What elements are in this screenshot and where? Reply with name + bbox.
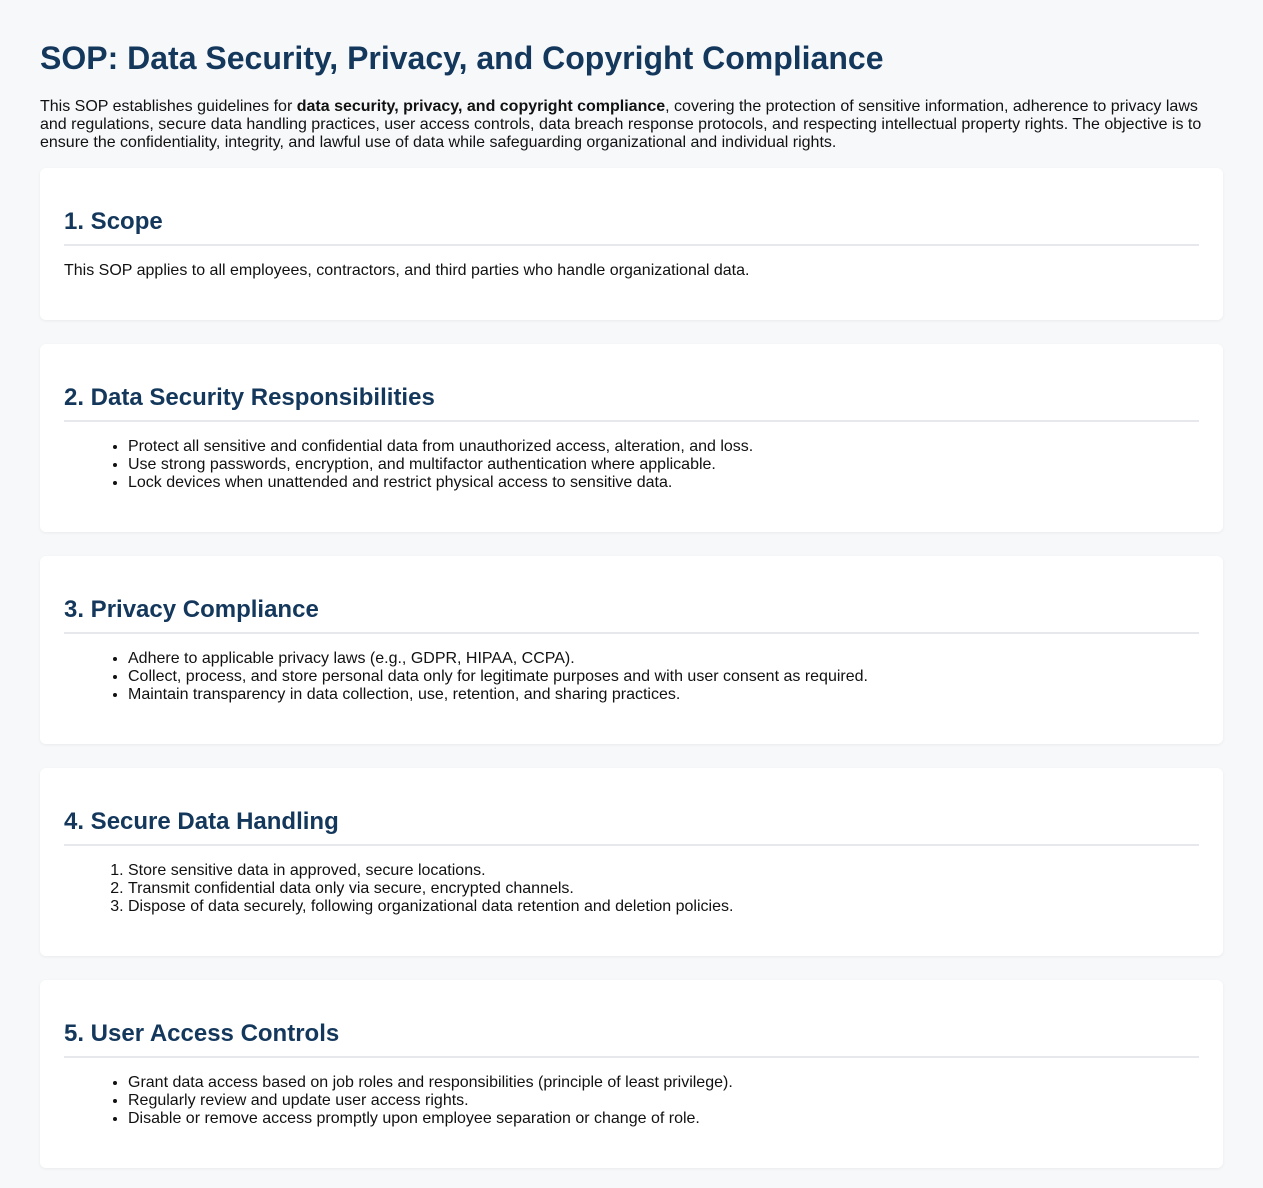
- bullet-list: [64, 438, 1199, 492]
- section-privacy-compliance: [40, 556, 1223, 744]
- bullet-list: [64, 1074, 1199, 1128]
- section-secure-data-handling: [40, 768, 1223, 956]
- list-item: • Maintain transparency in data collection, use, retention, and sharing practices.: [128, 686, 1199, 704]
- section-heading: 3. Privacy Compliance: [64, 596, 1199, 634]
- numbered-list: [64, 862, 1199, 916]
- list-item: • Protect all sensitive and confidential data from unauthorized access, alteration, and loss.: [128, 438, 1199, 456]
- intro-suffix: , covering the protection of sensitive information, adherence to privacy laws and regulations, secure data handling practices, user access controls, data breach response protocols, and respecting intellectual property rights. The objective is to ensure the confidentiality, integrity, and lawful use of data while safeguarding organizational and individual rights.: [40, 98, 1202, 151]
- section-data-security-responsibilities: [40, 344, 1223, 532]
- list-item: 2. Transmit confidential data only via secure, encrypted channels.: [128, 880, 1199, 898]
- list-item: • Use strong passwords, encryption, and multifactor authentication where applicable.: [128, 456, 1199, 474]
- list-item: • Collect, process, and store personal data only for legitimate purposes and with user consent as required.: [128, 668, 1199, 686]
- section-heading: 5. User Access Controls: [64, 1020, 1199, 1058]
- section-user-access-controls: [40, 980, 1223, 1168]
- list-item: • Lock devices when unattended and restrict physical access to sensitive data.: [128, 474, 1199, 492]
- section-heading: 2. Data Security Responsibilities: [64, 384, 1199, 422]
- section-text: This SOP applies to all employees, contractors, and third parties who handle organizational data.: [64, 262, 750, 279]
- intro-prefix: This SOP establishes guidelines for: [40, 98, 297, 115]
- section-heading: 4. Secure Data Handling: [64, 808, 1199, 846]
- list-item: 1. Store sensitive data in approved, secure locations.: [128, 862, 1199, 880]
- section-heading: 1. Scope: [64, 208, 1199, 246]
- bullet-list: [64, 650, 1199, 704]
- section-scope: [40, 168, 1223, 320]
- intro-bold: data security, privacy, and copyright compliance: [296, 98, 666, 115]
- list-item: 3. Dispose of data securely, following organizational data retention and deletion policies.: [128, 898, 1199, 916]
- intro-paragraph: [40, 98, 1223, 152]
- list-item: • Disable or remove access promptly upon employee separation or change of role.: [128, 1110, 1199, 1128]
- list-item: • Regularly review and update user access rights.: [128, 1092, 1199, 1110]
- list-item: • Grant data access based on job roles and responsibilities (principle of least privilege).: [128, 1074, 1199, 1092]
- page-title: SOP: Data Security, Privacy, and Copyright Compliance: [40, 40, 884, 76]
- list-item: • Adhere to applicable privacy laws (e.g., GDPR, HIPAA, CCPA).: [128, 650, 1199, 668]
